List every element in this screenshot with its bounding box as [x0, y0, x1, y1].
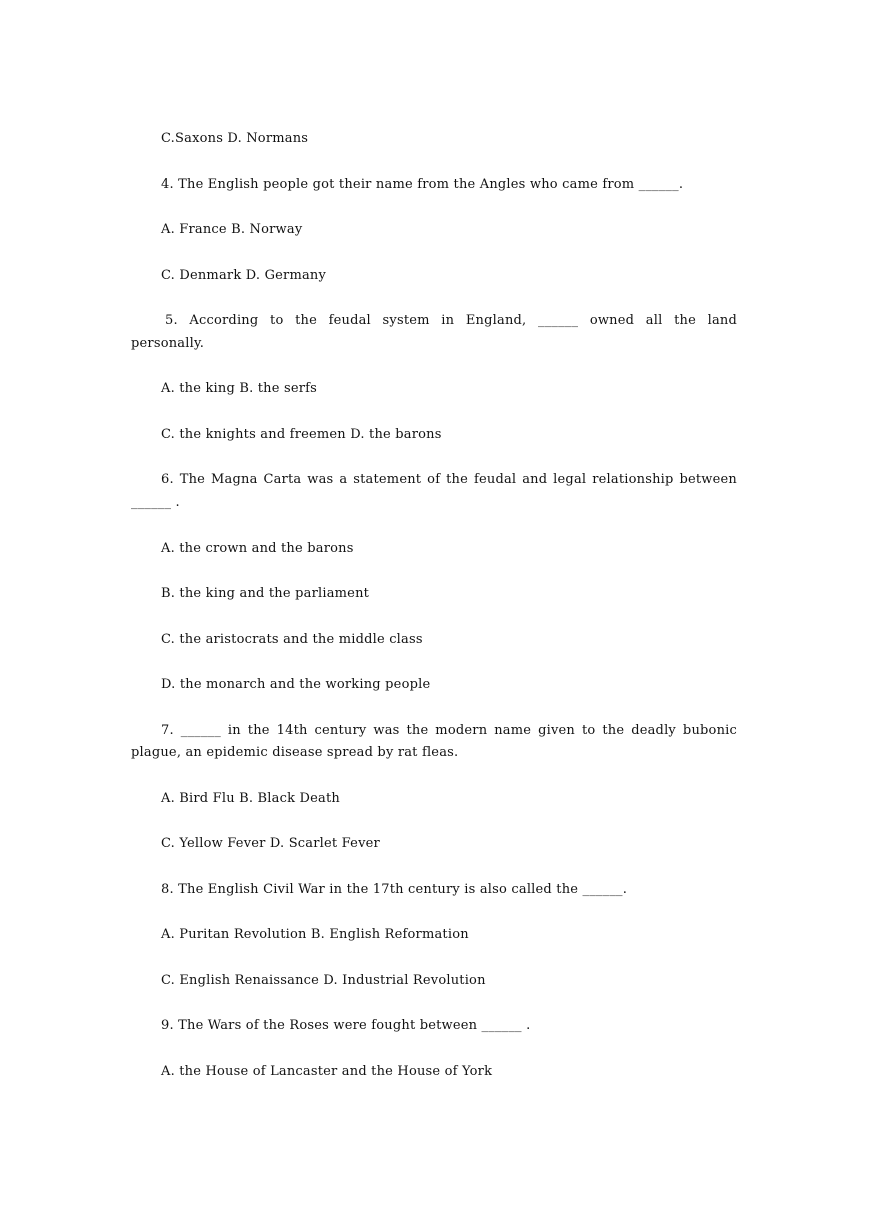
option-line-a-b: A. Bird Flu B. Black Death — [161, 791, 340, 806]
question-8: 8. The English Civil War in the 17th century is also called the ______. — [161, 882, 628, 897]
option-line-c-d: C. English Renaissance D. Industrial Revolution — [161, 973, 486, 988]
option-line-c-d: C. Denmark D. Germany — [161, 268, 327, 283]
question-6: 6. The Magna Carta was a statement of the feudal and legal relationship between — [161, 472, 737, 487]
option-line-a-b: A. France B. Norway — [161, 222, 303, 237]
option-a: A. the House of Lancaster and the House of York — [161, 1064, 493, 1079]
question-5-continued: personally. — [131, 336, 205, 351]
question-7-continued: plague, an epidemic disease spread by rat fleas. — [131, 745, 459, 760]
option-a: A. the crown and the barons — [161, 541, 354, 556]
question-5: 5. According to the feudal system in England, ______ owned all the land — [165, 313, 737, 328]
option-d: D. the monarch and the working people — [161, 677, 431, 692]
option-line-a-b: A. the king B. the serfs — [161, 381, 318, 396]
option-line-c-d: C. the knights and freemen D. the barons — [161, 427, 442, 442]
option-line-c-d: C.Saxons D. Normans — [161, 131, 309, 146]
option-c: C. the aristocrats and the middle class — [161, 632, 423, 647]
option-line-c-d: C. Yellow Fever D. Scarlet Fever — [161, 836, 380, 851]
question-7: 7. ______ in the 14th century was the modern name given to the deadly bubonic — [161, 723, 737, 738]
question-6-continued: ______ . — [131, 495, 180, 510]
option-b: B. the king and the parliament — [161, 586, 370, 601]
question-9: 9. The Wars of the Roses were fought between ______ . — [161, 1018, 531, 1033]
question-4: 4. The English people got their name from the Angles who came from ______. — [161, 177, 684, 192]
option-line-a-b: A. Puritan Revolution B. English Reformation — [161, 927, 469, 942]
